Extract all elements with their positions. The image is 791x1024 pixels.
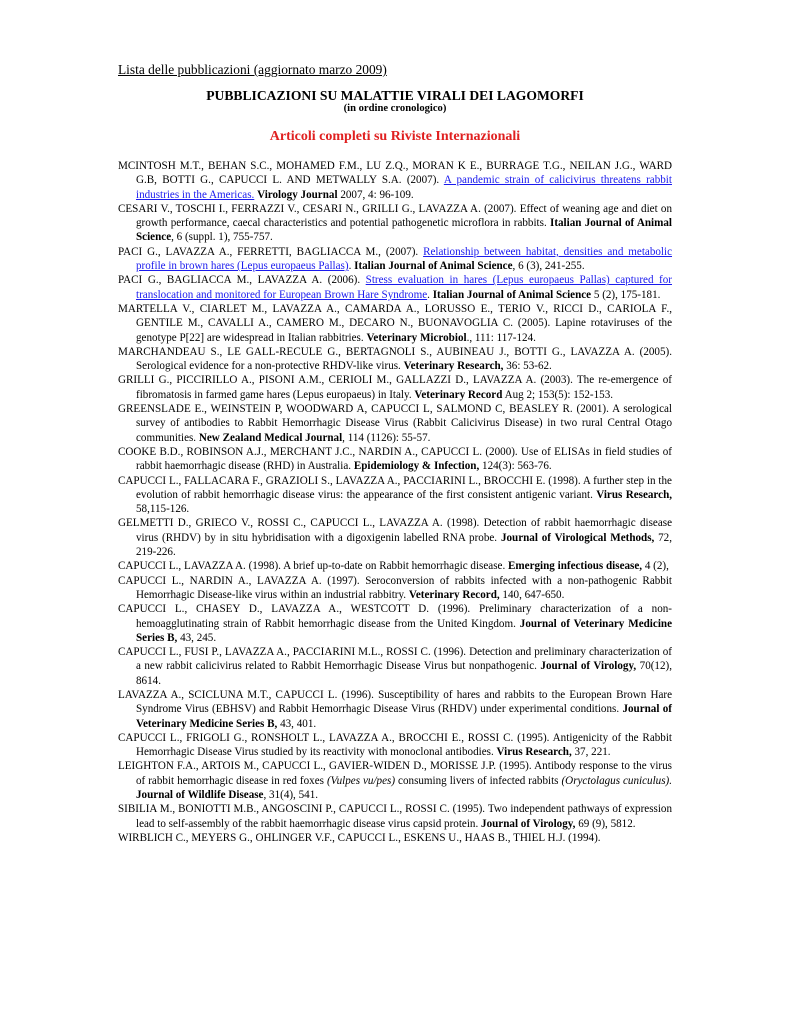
pub-authors: CAPUCCI L., LAVAZZA A. (1998).: [118, 560, 281, 573]
pub-journal: Virus Research,: [596, 488, 673, 501]
pub-authors: LAVAZZA A., SCICLUNA M.T., CAPUCCI L. (1996).: [118, 688, 374, 701]
pub-details: 43, 245.: [177, 631, 217, 644]
pub-authors: LEIGHTON F.A., ARTOIS M., CAPUCCI L., GAVIER-WIDEN D., MORISSE J.P. (1995).: [118, 760, 532, 773]
pub-authors: GRILLI G., PICCIRILLO A., PISONI A.M., CERIOLI M., GALLAZZI D., LAVAZZA A. (2003).: [118, 374, 573, 387]
pub-title: Preliminary characterization of a non-hemoagglutinating strain of Rabbit hemorrhagic disease from the United Kingdom.: [136, 603, 672, 630]
pub-title: A further step in the evolution of rabbit hemorrhagic disease virus: the appearance of the first consistent antigenic variant.: [136, 474, 672, 501]
pub-details: 2007, 4: 96-109.: [340, 188, 414, 201]
publication-entry: [118, 445, 672, 474]
publication-entry: [118, 559, 672, 573]
pub-journal: Epidemiology & Infection,: [353, 460, 480, 473]
pub-title: The re-emergence of fibromatosis in farmed game hares (Lepus europaeus) in Italy.: [136, 374, 672, 401]
pub-authors: GREENSLADE E., WEINSTEIN P, WOODWARD A, CAPUCCI L, SALMOND C, BEASLEY R. (2001).: [118, 403, 609, 416]
pub-title-link[interactable]: Relationship between habitat, densities and metabolic profile in brown hares (Lepus europaeus Pallas): [136, 245, 673, 273]
pub-journal: Journal of Veterinary Medicine Series B,: [136, 617, 672, 644]
pub-title-link[interactable]: A pandemic strain of calicivirus threatens rabbit industries in the Americas.: [136, 174, 672, 201]
pub-journal: Veterinary Record: [414, 388, 503, 401]
pub-title: Lapine rotaviruses of the genotype P[22] are widespread in Italian rabbitries.: [136, 317, 673, 344]
pub-details: 36: 53-62.: [503, 360, 552, 373]
pub-details: 4 (2),: [642, 560, 669, 573]
pub-authors: MARCHANDEAU S., LE GALL-RECULE G., BERTAGNOLI S., AUBINEAU J., BOTTI G., LAVAZZA A. (2005).: [118, 345, 672, 358]
pub-title: Serological evidence for a non-protective RHDV-like virus.: [136, 360, 401, 373]
pub-title: Detection of rabbit haemorrhagic disease virus (RHDV) by in situ hybridisation with a digoxigenin labelled RNA probe.: [136, 517, 672, 544]
pub-title: Susceptibility of hares and rabbits to the European Brown Hare Syndrome Virus (EBHSV) and Rabbit Hemorrhagic Disease Virus (RHDV) under experimental conditions.: [136, 688, 673, 716]
pub-details: 72, 219-226.: [136, 531, 672, 559]
pub-journal: New Zealand Medical Journal: [198, 431, 343, 444]
pub-details: 70(12), 8614.: [136, 660, 672, 687]
publication-entry: [118, 202, 672, 245]
publication-entry: [118, 345, 672, 374]
pub-details: , 31(4), 541.: [263, 789, 319, 802]
pub-authors: CAPUCCI L., CHASEY D., LAVAZZA A., WESTCOTT D. (1996).: [118, 603, 471, 616]
publication-entry: [118, 759, 672, 802]
pub-authors: MARTELLA V., CIARLET M., LAVAZZA A., CAMARDA A., LORUSSO E., TERIO V., RICCI D., CARIOLA F., GENTILE M., CAVALLI A., CAMERO M., DECARO N., BUONAVOGLIA C. (2005).: [118, 302, 672, 330]
publication-entry: [118, 731, 672, 760]
pub-journal: Italian Journal of Animal Science: [136, 217, 672, 244]
pub-authors: GELMETTI D., GRIECO V., ROSSI C., CAPUCCI L., LAVAZZA A. (1998).: [118, 517, 480, 530]
pub-title: A brief up-to-date on Rabbit hemorrhagic disease.: [283, 560, 506, 573]
publication-entry: PACI G., LAVAZZA A., FERRETTI, BAGLIACCA M., (2007). Relationship between habitat, densities and metabolic profile in brown hares (Lepus europaeus Pallas). Italian Journal of Animal Science, 6 (3), 241-255.: [118, 245, 673, 273]
pub-journal: Italian Journal of Animal Science: [354, 260, 513, 273]
pub-details: 5 (2), 175-181.: [591, 288, 661, 301]
publication-entry: [118, 516, 672, 559]
pub-title-link[interactable]: Stress evaluation in hares (Lepus europaeus Pallas) captured for translocation and monitored for European Brown Hare Syndrome: [136, 274, 672, 301]
pub-details: , 6 (suppl. 1), 755-757.: [171, 231, 273, 244]
publication-entry: [118, 602, 672, 645]
publication-entry: [118, 802, 672, 831]
pub-journal: Journal of Virological Methods,: [500, 531, 655, 544]
publication-entry: [118, 302, 672, 345]
pub-journal: Virus Research,: [496, 746, 572, 759]
pub-details: Aug 2; 153(5): 152-153.: [502, 388, 614, 401]
pub-authors: CAPUCCI L., NARDIN A., LAVAZZA A. (1997).: [118, 574, 360, 587]
publication-entry: [118, 373, 672, 402]
pub-authors: WIRBLICH C., MEYERS G., OHLINGER V.F., CAPUCCI L., ESKENS U., HAAS B., THIEL H.J. (1994).: [118, 831, 601, 844]
pub-details: 140, 647-650.: [499, 588, 565, 601]
pub-journal: Veterinary Microbiol: [366, 331, 467, 344]
pub-journal: Journal of Virology,: [540, 660, 637, 673]
pub-authors: COOKE B.D., ROBINSON A.J., MERCHANT J.C., NARDIN A., CAPUCCI L. (2000).: [118, 445, 518, 458]
pub-title: Use of ELISAs in field studies of rabbit haemorrhagic disease (RHD) in Australia.: [136, 445, 672, 473]
page-subtitle: (in ordine cronologico): [343, 103, 447, 114]
publication-entry: PACI G., BAGLIACCA M., LAVAZZA A. (2006). Stress evaluation in hares (Lepus europaeus Pallas) captured for translocation and monitored for European Brown Hare Syndrome. Italian Journal of Animal Science 5 (2), 175-181.: [118, 274, 672, 301]
pub-title: Two independent pathways of expression lead to self-assembly of the rabbit haemorrhagic disease virus capsid protein.: [136, 803, 673, 830]
pub-authors: MCINTOSH M.T., BEHAN S.C., MOHAMED F.M., LU Z.Q., MORAN K E., BURRAGE T.G., NEILAN J.G., WARD G.B, BOTTI G., CAPUCCI L. AND METWALLY S.A. (2007).: [118, 160, 672, 187]
pub-details: 124(3): 563-76.: [479, 460, 552, 473]
pub-journal: Italian Journal of Animal Science: [432, 288, 592, 301]
pub-authors: CAPUCCI L., FRIGOLI G., RONSHOLT L., LAVAZZA A., BROCCHI E., ROSSI C. (1995).: [118, 731, 550, 744]
pub-journal: Virology Journal: [257, 188, 338, 201]
publication-entry: [118, 474, 672, 517]
pub-journal: Journal of Virology,: [481, 817, 576, 830]
pub-details: 43, 401.: [277, 717, 317, 730]
pub-journal: Emerging infectious disease,: [508, 560, 643, 573]
pub-details: 58,115-126.: [136, 503, 190, 516]
pub-title: Seroconversion of rabbits infected with a non-pathogenic Rabbit Hemorrhagic Disease-like virus within an industrial rabbitry.: [136, 574, 672, 601]
pub-authors: CAPUCCI L., FUSI P., LAVAZZA A., PACCIARINI M.L., ROSSI C. (1996).: [118, 646, 467, 659]
pub-title: Antibody response to the virus of rabbit hemorrhagic disease in red foxes: [136, 760, 672, 787]
pub-authors: CESARI V., TOSCHI I., FERRAZZI V., CESARI N., GRILLI G., LAVAZZA A. (2007).: [118, 202, 517, 215]
pub-details: , 6 (3), 241-255.: [512, 260, 585, 273]
pub-authors: PACI G., BAGLIACCA M., LAVAZZA A. (2006).: [118, 274, 361, 287]
publication-entry: [118, 574, 672, 603]
pub-title: Antigenicity of the Rabbit Hemorrhagic Disease Virus studied by its reactivity with monoclonal antibodies.: [136, 731, 673, 759]
pub-title-continued: consuming livers of infected rabbits: [398, 774, 559, 787]
pub-title-italic: (Oryctolagus cuniculus).: [561, 774, 672, 787]
section-title: Articoli completi su Riviste Internazionali: [269, 129, 521, 144]
pub-authors: SIBILIA M., BONIOTTI M.B., ANGOSCINI P., CAPUCCI L., ROSSI C. (1995).: [118, 803, 486, 816]
document-page: [118, 62, 672, 845]
publication-list-date: Lista delle pubblicazioni (aggiornato marzo 2009): [118, 62, 387, 77]
pub-title: A serological survey of antibodies to Rabbit Hemorrhagic Disease Virus (Rabbit Calicivirus Disease) in two rural Central Otago communities.: [136, 403, 673, 444]
publication-entry: [118, 402, 672, 445]
pub-authors: PACI G., LAVAZZA A., FERRETTI, BAGLIACCA M., (2007).: [118, 245, 419, 258]
publication-entry: [118, 645, 672, 688]
pub-title-italic: (Vulpes vu/pes): [326, 774, 396, 787]
pub-title: Effect of weaning age and diet on growth performance, caecal characteristics and potential pathogenetic microflora in rabbits.: [136, 202, 672, 230]
pub-journal: Journal of Veterinary Medicine Series B,: [136, 703, 672, 730]
publication-entry: [118, 688, 672, 731]
pub-authors: CAPUCCI L., FALLACARA F., GRAZIOLI S., LAVAZZA A., PACCIARINI L., BROCCHI E. (1998).: [118, 474, 581, 487]
pub-journal: Veterinary Research,: [403, 360, 504, 373]
pub-journal: Veterinary Record,: [408, 588, 500, 601]
pub-details: 37, 221.: [571, 746, 611, 759]
pub-details: 69 (9), 5812.: [575, 817, 636, 830]
pub-details: ., 111: 117-124.: [466, 331, 536, 344]
publication-entry: [118, 159, 672, 202]
pub-journal: Journal of Wildlife Disease: [136, 789, 264, 802]
page-title: PUBBLICAZIONI SU MALATTIE VIRALI DEI LAGOMORFI: [206, 88, 584, 103]
pub-title: Detection and preliminary characterization of a new rabbit calicivirus related to Rabbit Hemorrhagic Disease Virus but nonpathogenic.: [136, 646, 672, 673]
publication-entry: [118, 831, 672, 845]
pub-details: , 114 (1126): 55-57.: [342, 431, 431, 444]
publication-list: [118, 159, 672, 845]
